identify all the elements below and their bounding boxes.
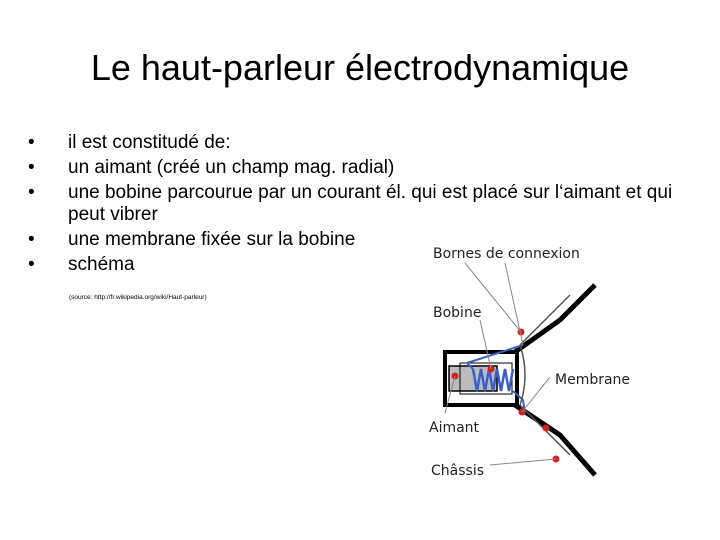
bullet-item [28, 132, 698, 154]
chassis-frame-upper [515, 285, 595, 352]
label-chassis: Châssis [431, 463, 484, 479]
bullet-text: schéma [68, 254, 135, 275]
chassis-marker-1 [543, 425, 550, 432]
bullet-text: un aimant (créé un champ mag. radial) [68, 157, 395, 178]
label-bornes: Bornes de connexion [433, 246, 580, 262]
label-membrane: Membrane [555, 372, 631, 388]
bullet-text: une membrane fixée sur la bobine [68, 229, 356, 250]
loudspeaker-diagram [405, 235, 685, 490]
bullet-item [28, 182, 698, 226]
bullet-marker: • [28, 229, 35, 250]
label-bobine: Bobine [433, 305, 482, 321]
source-citation: (source: http://fr.wikipedia.org/wiki/Haut-parleur) [69, 294, 207, 301]
bullet-marker: • [28, 182, 35, 203]
bullet-marker: • [28, 157, 35, 178]
label-aimant: Aimant [429, 420, 480, 436]
bullet-text: il est constitudé de: [68, 132, 231, 153]
slide-title: Le haut-parleur électrodynamique [90, 47, 630, 88]
bullet-marker: • [28, 132, 35, 153]
bullet-marker: • [28, 254, 35, 275]
bullet-text: une bobine parcourue par un courant él. qui est placé sur l‘aimant et qui peut vibrer [68, 182, 673, 225]
bullet-item [28, 157, 698, 179]
